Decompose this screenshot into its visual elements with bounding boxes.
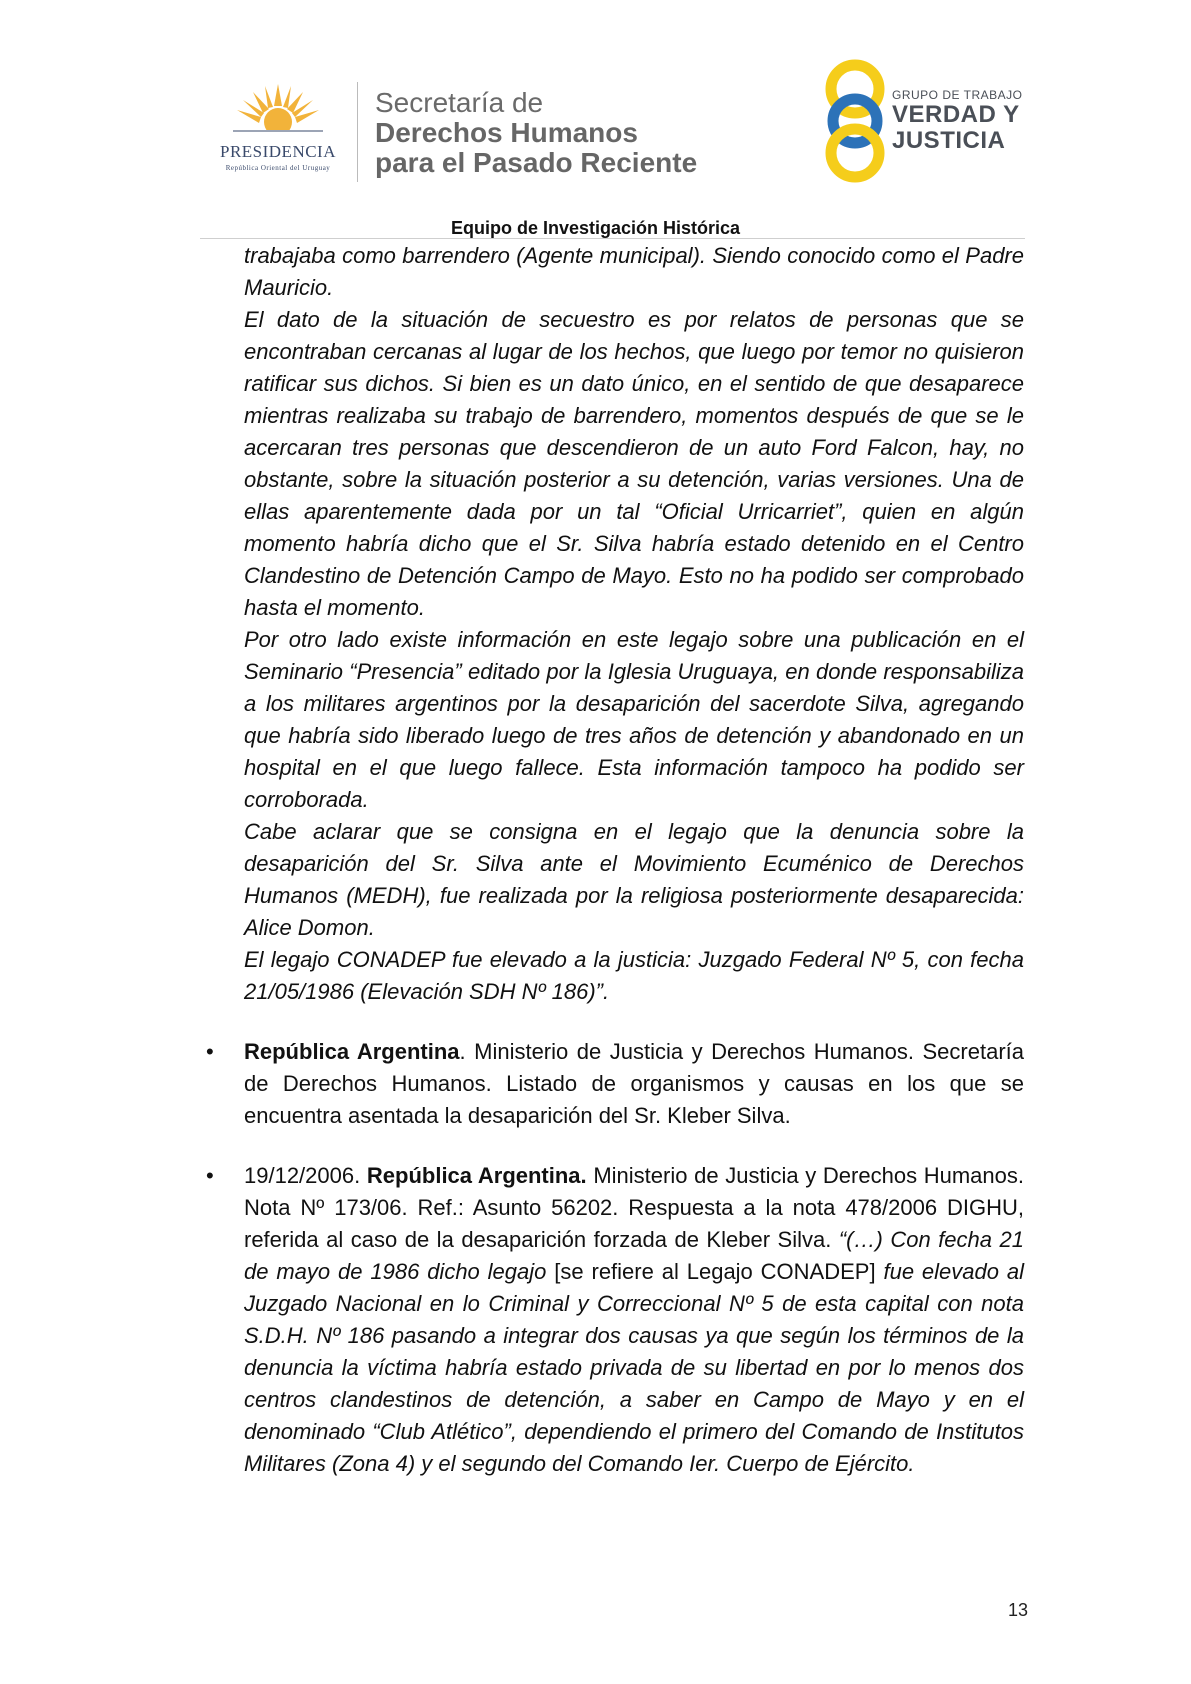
- paragraph: El dato de la situación de secuestro es por relatos de personas que se encontraban cercanas al lugar de los hechos, que luego por temor no quisieron ratificar sus dichos. Si bien es un dato único, en el sentido de que desaparece mientras realizaba su trabajo de barrendero, momentos después de que se le acercaran tres personas que descendieron de un auto Ford Falcon, hay, no obstante, sobre la situación posterior a su detención, varias versiones. Una de ellas aparentemente dada por un tal “Oficial Urricarriet”, quien en algún momento habría dicho que el Sr. Silva habría estado detenido en el Centro Clandestino de Detención Campo de Mayo. Esto no ha podido ser comprobado hasta el momento.: [244, 307, 1024, 620]
- paragraph: trabajaba como barrendero (Agente municipal). Siendo conocido como el Padre Mauricio.: [244, 243, 1024, 300]
- sun-icon: [233, 82, 323, 140]
- grupo-label: GRUPO DE TRABAJO: [892, 88, 1023, 102]
- presidencia-subtitle: República Oriental del Uruguay: [225, 164, 331, 172]
- secretaria-title: [375, 88, 697, 178]
- bullet-text: . Ministerio de Justicia y Derechos Humanos. Secretaría de Derechos Humanos. Listado de organismos y causas en los que se encuentra asentada la desaparición del Sr. Kleber Silva.: [244, 1039, 1024, 1128]
- bullet-text: Ministerio de Justicia y Derechos Humanos. Nota Nº 173/06. Ref.: Asunto 56202. Respuesta a la nota 478/2006 DIGHU, referida al caso de la desaparición forzada de Kleber Silva.: [244, 1163, 1024, 1252]
- bullet-note: [se refiere al Legajo CONADEP]: [546, 1259, 884, 1284]
- secretaria-line-3: para el Pasado Reciente: [375, 147, 698, 178]
- bullet-icon: •: [206, 1039, 214, 1064]
- bullet-bold: República Argentina.: [366, 1163, 587, 1188]
- bullet-bold: República Argentina: [244, 1039, 460, 1064]
- bullet-quote-cont: fue elevado al Juzgado Nacional en lo Criminal y Correccional Nº 5 de esta capital con nota S.D.H. Nº 186 pasando a integrar dos causas ya que según los términos de la denuncia la víctima habría estado privada de su libertad en por lo menos dos centros clandestinos de detención, a saber en Campo de Mayo y en el denominado “Club Atlético”, dependiendo el primero del Comando de Institutos Militares (Zona 4) y el segundo del Comando Ier. Cuerpo de Ejército.: [244, 1259, 1024, 1476]
- paragraph: El legajo CONADEP fue elevado a la justicia: Juzgado Federal Nº 5, con fecha 21/05/1986 (Elevación SDH Nº 186)”.: [244, 947, 1024, 1004]
- document-body: [206, 240, 1024, 1508]
- rings-icon: [820, 56, 890, 186]
- presidencia-logo: [198, 82, 358, 177]
- bullet-icon: •: [206, 1163, 214, 1188]
- bullet-date: 19/12/2006.: [244, 1163, 367, 1188]
- presidencia-name: PRESIDENCIA: [219, 142, 336, 161]
- justicia-label: JUSTICIA: [892, 127, 1006, 154]
- page-number: 13: [1007, 1600, 1028, 1620]
- verdad-justicia-text: [892, 88, 1022, 154]
- page-header: [0, 0, 1191, 238]
- bullet-quote: “(…) Con fecha 21 de mayo de 1986 dicho legajo: [244, 1227, 1024, 1284]
- list-item: [206, 1036, 1024, 1132]
- paragraph: Cabe aclarar que se consigna en el legajo que la denuncia sobre la desaparición del Sr. Silva ante el Movimiento Ecuménico de Derechos Humanos (MEDH), fue realizada por la religiosa posteriormente desaparecida: Alice Domon.: [244, 819, 1024, 940]
- header-rule: [200, 238, 1025, 239]
- list-item: [206, 1160, 1024, 1480]
- equipo-heading: Equipo de Investigación Histórica: [450, 218, 741, 238]
- verdad-label: VERDAD Y: [892, 101, 1020, 128]
- header-divider: [357, 82, 358, 182]
- bullet-list: [206, 1036, 1024, 1480]
- verdad-justicia-logo: [820, 56, 1030, 186]
- secretaria-line-2: Derechos Humanos: [375, 117, 638, 148]
- paragraph: Por otro lado existe información en este legajo sobre una publicación en el Seminario “Presencia” editado por la Iglesia Uruguaya, en donde responsabiliza a los militares argentinos por la desaparición del sacerdote Silva, agregando que habría sido liberado luego de tres años de detención y abandonado en un hospital en el que luego fallece. Esta información tampoco ha podido ser corroborada.: [244, 627, 1024, 812]
- secretaria-line-1: Secretaría de: [375, 87, 544, 118]
